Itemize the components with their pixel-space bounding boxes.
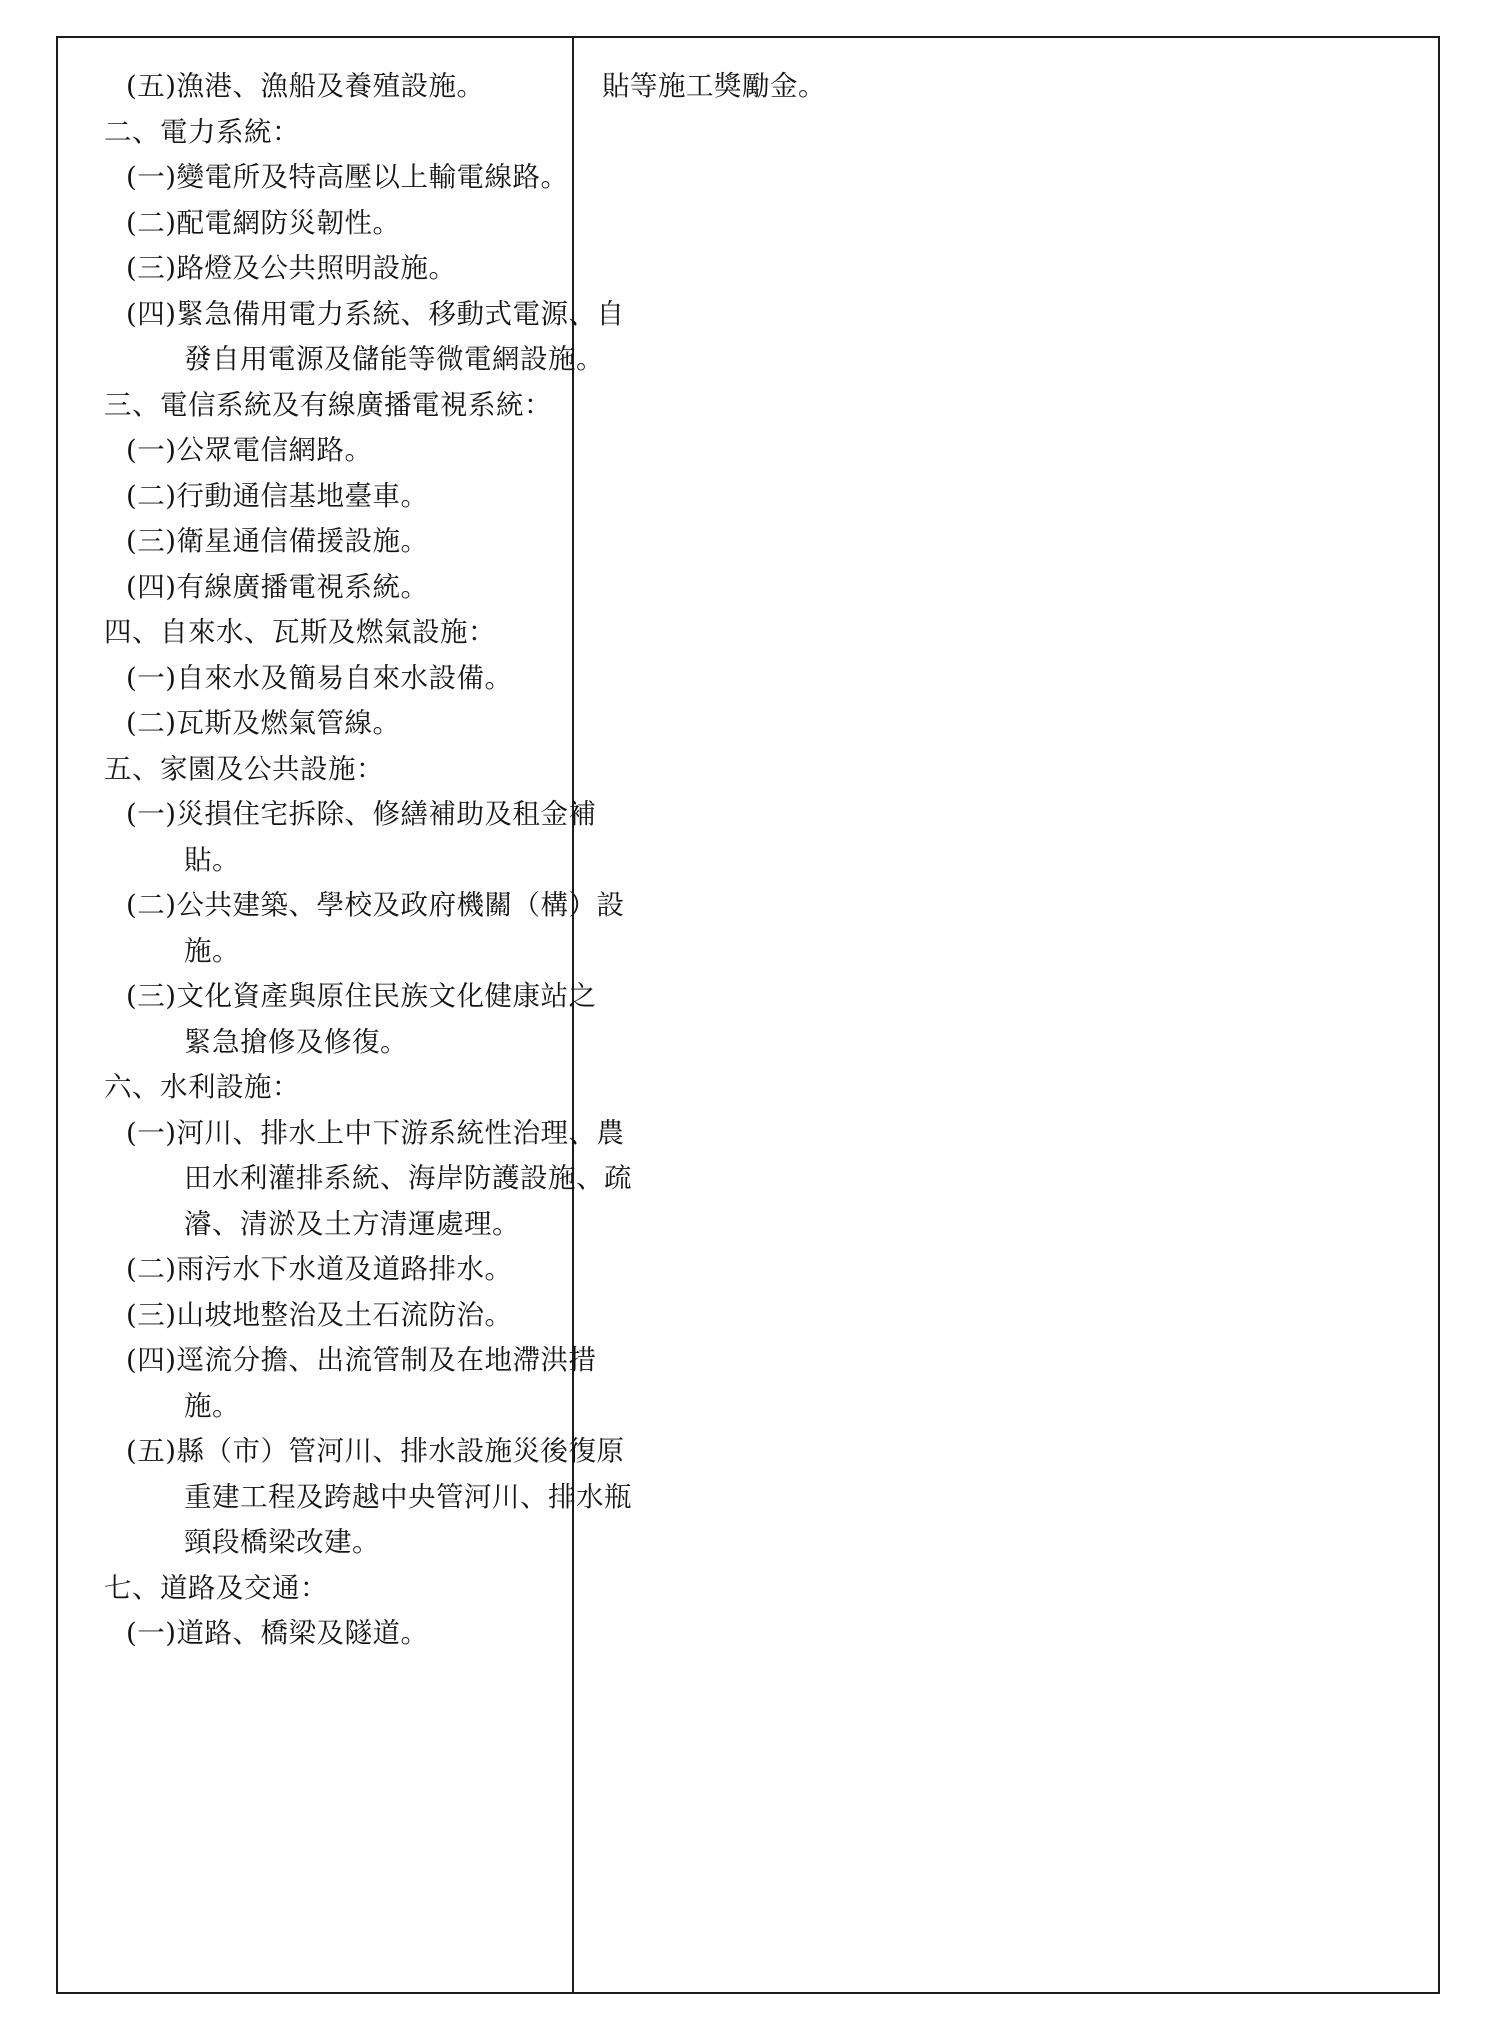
table-cell-right (574, 38, 1438, 1992)
list-item-continuation: 緊急搶修及修復。 (184, 1025, 408, 1058)
list-item: (四)逕流分擔、出流管制及在地滯洪措 (126, 1344, 597, 1376)
list-item-continuation: 濬、清淤及土方清運處理。 (184, 1207, 520, 1240)
list-item: (二)配電網防災韌性。 (126, 206, 401, 239)
list-item: (三)山坡地整治及土石流防治。 (126, 1298, 513, 1331)
list-item-continuation: 施。 (184, 1389, 240, 1422)
list-item: (四)有線廣播電視系統。 (126, 570, 429, 603)
list-item: (二)公共建築、學校及政府機關（構）設 (126, 889, 625, 921)
list-item: (一)道路、橋梁及隧道。 (126, 1617, 429, 1649)
list-item-continuation: 頸段橋梁改建。 (184, 1526, 380, 1558)
list-item: (五)縣（市）管河川、排水設施災後復原 (126, 1435, 625, 1467)
list-item: (三)衛星通信備援設施。 (126, 525, 429, 557)
list-item: 七、道路及交通： (104, 1571, 328, 1604)
list-item: 三、電信系統及有線廣播電視系統： (104, 388, 552, 421)
list-item: (三)文化資產與原住民族文化健康站之 (126, 980, 597, 1012)
list-item-continuation: 發自用電源及儲能等微電網設施。 (184, 343, 604, 375)
list-item: 六、水利設施： (104, 1071, 300, 1103)
list-item: (五)漁港、漁船及養殖設施。 (126, 70, 485, 102)
table-cell-left (58, 38, 632, 1992)
list-item-continuation: 施。 (184, 934, 240, 967)
list-item: (一)自來水及簡易自來水設備。 (126, 661, 513, 694)
list-item-continuation: 貼等施工獎勵金。 (602, 70, 826, 102)
list-item: (一)變電所及特高壓以上輸電線路。 (126, 161, 569, 193)
list-item: (三)路燈及公共照明設施。 (126, 252, 457, 284)
list-item: (一)災損住宅拆除、修繕補助及租金補 (126, 798, 597, 830)
list-item: (二)瓦斯及燃氣管線。 (126, 707, 401, 739)
list-item: 二、電力系統： (104, 115, 300, 148)
list-item-continuation: 田水利灌排系統、海岸防護設施、疏 (184, 1162, 632, 1194)
list-item-continuation: 貼。 (184, 843, 240, 876)
list-item: (四)緊急備用電力系統、移動式電源、自 (126, 297, 625, 330)
list-item: (二)雨污水下水道及道路排水。 (126, 1253, 513, 1285)
list-item: (一)河川、排水上中下游系統性治理、農 (126, 1116, 625, 1149)
list-item: 五、家園及公共設施： (104, 752, 384, 785)
list-item: 四、自來水、瓦斯及燃氣設施： (104, 616, 496, 648)
list-item: (一)公眾電信網路。 (126, 434, 373, 466)
two-column-table (56, 36, 1440, 1994)
list-item: (二)行動通信基地臺車。 (126, 479, 429, 512)
list-item-continuation: 重建工程及跨越中央管河川、排水瓶 (184, 1480, 632, 1513)
